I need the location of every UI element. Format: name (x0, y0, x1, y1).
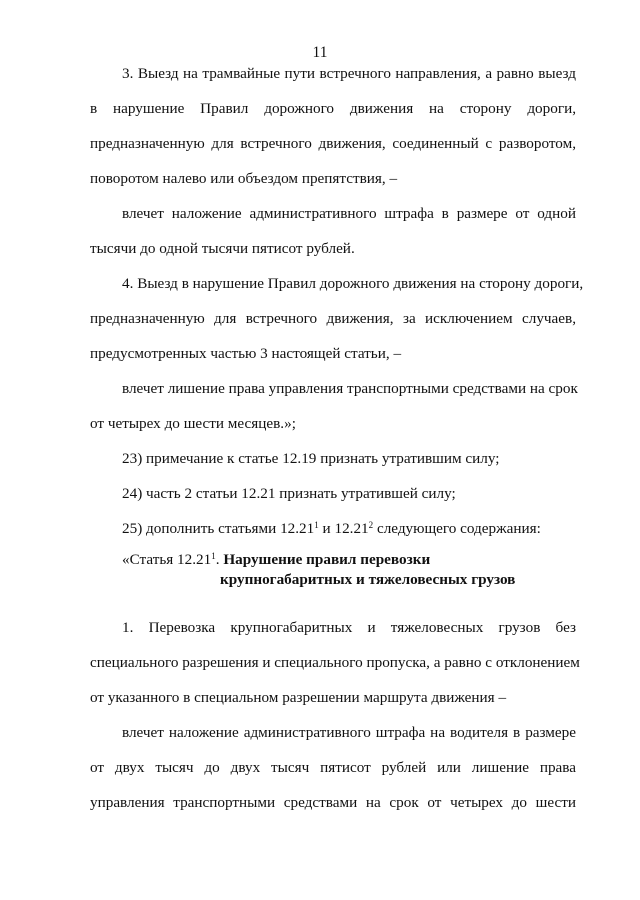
text-line: 23) примечание к статье 12.19 признать утратившим силу; (122, 450, 500, 467)
text-line: специального разрешения и специального пропуска, а равно с отклонением (90, 654, 580, 671)
text-line (90, 519, 576, 539)
text-line: предназначенную для встречного движения, соединенный с разворотом, (90, 135, 576, 152)
text-line: от указанного в специальном разрешении маршрута движения – (90, 689, 507, 706)
text-line: поворотом налево или объездом препятствия, – (90, 170, 398, 187)
text-fragment: следующего содержания: (373, 520, 541, 537)
text-line: 4. Выезд в нарушение Правил дорожного движения на сторону дороги, (122, 275, 584, 292)
text-line: предусмотренных частью 3 настоящей статьи, – (90, 345, 402, 362)
superscript: 1 (314, 520, 319, 530)
text-line: влечет лишение права управления транспортными средствами на срок (122, 380, 578, 397)
text-line: предназначенную для встречного движения, за исключением случаев, (90, 310, 576, 327)
text-line: в нарушение Правил дорожного движения на сторону дороги, (90, 100, 576, 117)
article-title: Нарушение правил перевозки (223, 551, 431, 568)
text-line: 24) часть 2 статьи 12.21 признать утратившей силу; (122, 485, 456, 502)
text-line: 3. Выезд на трамвайные пути встречного направления, а равно выезд (122, 65, 576, 82)
text-line: тысячи до одной тысячи пятисот рублей. (90, 240, 355, 257)
article-label-dot: . (215, 551, 224, 568)
text-line: влечет наложение административного штрафа в размере от одной (122, 205, 576, 222)
text-fragment: и 12.21 (318, 520, 369, 537)
text-line: от двух тысяч до двух тысяч пятисот рублей или лишение права (90, 759, 576, 776)
text-fragment: 25) дополнить статьями 12.21 (122, 520, 315, 537)
article-label: «Статья 12.21 (122, 551, 212, 568)
superscript: 2 (368, 520, 374, 530)
text-line: 1. Перевозка крупногабаритных и тяжеловесных грузов без (122, 619, 576, 636)
article-title-line-2: крупногабаритных и тяжеловесных грузов (220, 571, 516, 588)
text-line: от четырех до шести месяцев.»; (90, 415, 296, 432)
text-line: влечет наложение административного штрафа на водителя в размере (122, 724, 576, 741)
superscript: 1 (211, 551, 216, 561)
article-heading-line-1 (90, 550, 576, 570)
page-number: 11 (312, 44, 328, 61)
text-line: управления транспортными средствами на срок от четырех до шести (90, 794, 576, 811)
